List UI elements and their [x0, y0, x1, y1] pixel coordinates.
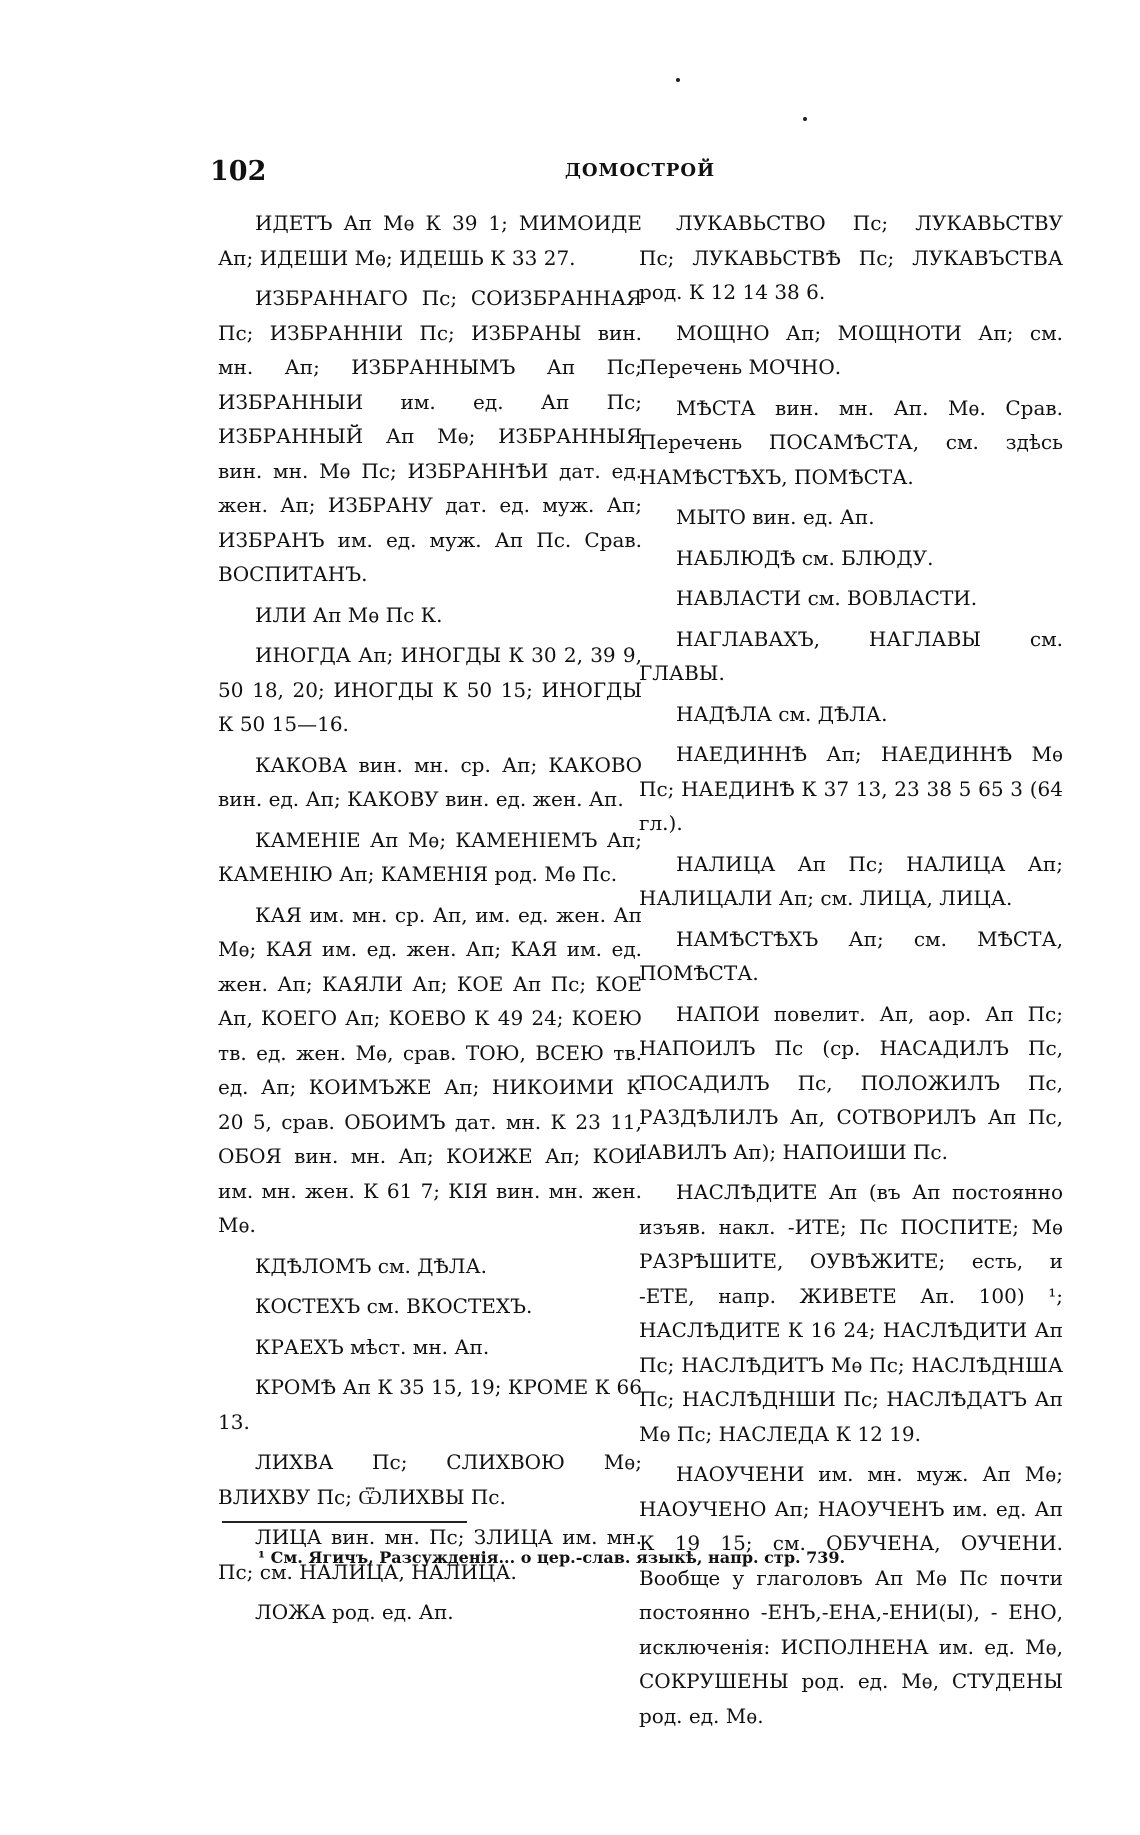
- dictionary-entry: НАДѢЛА см. ДѢЛА.: [676, 701, 888, 726]
- dictionary-entry: НАЕДИННѢ Ап; НАЕДИННѢ Мѳ Пс; НАЕДИНѢ К 37 13, 23 38 5 65 3 (64 гл.).: [639, 742, 1063, 835]
- dictionary-entry: ИЗБРАННАГО Пс; СОИЗБРАННАЯ Пс; ИЗБРАННІИ Пс; ИЗБРАНЫ вин. мн. Ап; ИЗБРАННЫМЪ Ап Пс; ИЗБРАННЫИ им. ед. Ап Пс; ИЗБРАННЫЙ Ап Мѳ; ИЗБРАННЫЯ вин. мн. Мѳ Пс; ИЗБРАННѢИ дат. ед. жен. Ап; ИЗБРАНУ дат. ед. муж. Ап; ИЗБРАНЪ им. ед. муж. Ап Пс. Срав. ВОСПИТАНЪ.: [218, 286, 642, 586]
- dictionary-entry: МОЩНО Ап; МОЩНОТИ Ап; см. Перечень МОЧНО.: [639, 320, 1063, 379]
- dictionary-entry: ЛИХВА Пс; СЛИХВОЮ Мѳ; ВЛИХВУ Пс; ѾЛИХВЫ Пс.: [218, 1450, 642, 1509]
- printing-speck: [803, 117, 807, 121]
- right-column: [639, 206, 1063, 1739]
- left-column: [218, 206, 642, 1636]
- footnote: ¹ См. Ягичъ, Разсужденія... о цер.-слав. языкѣ, напр. стр. 739.: [258, 1548, 846, 1567]
- dictionary-entry: НАГЛАВАХЪ, НАГЛАВЫ см. ГЛАВЫ.: [639, 626, 1063, 685]
- dictionary-entry: КАМЕНІЕ Ап Мѳ; КАМЕНІЕМЪ Ап; КАМЕНІЮ Ап; КАМЕНІЯ род. Мѳ Пс.: [218, 827, 642, 886]
- dictionary-entry: МѢСТА вин. мн. Ап. Мѳ. Срав. Перечень ПОСАМѢСТА, см. здѣсь НАМѢСТѢХЪ, ПОМѢСТА.: [639, 395, 1063, 489]
- dictionary-entry: ЛОЖА род. ед. Ап.: [255, 1600, 454, 1624]
- dictionary-entry: ЛУКАВЬСТВО Пс; ЛУКАВЬСТВУ Пс; ЛУКАВЬСТВѢ Пс; ЛУКАВЪСТВА род. К 12 14 38 6.: [639, 211, 1063, 304]
- dictionary-entry: НАОУЧЕНИ им. мн. муж. Ап Мѳ; НАОУЧЕНО Ап; НАОУЧЕНЪ им. ед. Ап К 19 15; см. ОБУЧЕНА, ОУЧЕНИ. Вообще у глаголовъ Ап Мѳ Пс почти постоянно -ЕНЪ,-ЕНА,-ЕНИ(Ы), - ЕНО, исключенія: ИСПОЛНЕНА им. ед. Мѳ, СОКРУШЕНЫ род. ед. Мѳ, СТУДЕНЫ род. ед. Мѳ.: [639, 1462, 1063, 1728]
- dictionary-entry: КАКОВА вин. мн. ср. Ап; КАКОВО вин. ед. Ап; КАКОВУ вин. ед. жен. Ап.: [218, 752, 642, 811]
- page-number: 102: [210, 156, 267, 187]
- dictionary-entry: КРАЕХЪ мѣст. мн. Ап.: [255, 1334, 490, 1359]
- dictionary-entry: НАВЛАСТИ см. ВОВЛАСТИ.: [676, 586, 978, 610]
- dictionary-entry: КОСТЕХЪ см. ВКОСТЕХЪ.: [255, 1294, 533, 1318]
- footnote-rule: [222, 1521, 467, 1523]
- dictionary-entry: НАБЛЮДѢ см. БЛЮДУ.: [676, 545, 934, 570]
- dictionary-entry: КАЯ им. мн. ср. Ап, им. ед. жен. Ап Мѳ; КАЯ им. ед. жен. Ап; КАЯ им. ед. жен. Ап; КАЯЛИ Ап; КОЕ Ап Пс; КОЕ Ап, КОЕГО Ап; КОЕВО К 49 24; КОЕЮ тв. ед. жен. Мѳ, срав. ТОЮ, ВСЕЮ тв. ед. Ап; КОИМЪЖЕ Ап; НИКОИМИ К 20 5, срав. ОБОИМЪ дат. мн. К 23 11, ОБОЯ вин. мн. Ап; КОИЖЕ Ап; КОИ им. мн. жен. К 61 7; КІЯ вин. мн. жен. Мѳ.: [218, 902, 642, 1237]
- running-title: ДОМОСТРОЙ: [564, 160, 716, 181]
- dictionary-entry: НАСЛѢДИТЕ Ап (въ Ап постоянно изъяв. накл. -ИТЕ; Пс ПОСПИТЕ; Мѳ РАЗРѢШИТЕ, ОУВѢЖИТЕ; есть, и -ЕТЕ, напр. ЖИВЕТЕ Ап. 100) ¹; НАСЛѢДИТЕ К 16 24; НАСЛѢДИТИ Ап Пс; НАСЛѢДИТЪ Мѳ Пс; НАСЛѢДНША Пс; НАСЛѢДНШИ Пс; НАСЛѢДАТЪ Ап Мѳ Пс; НАСЛЕДА К 12 19.: [639, 1180, 1063, 1446]
- dictionary-entry: ИНОГДА Ап; ИНОГДЫ К 30 2, 39 9, 50 18, 20; ИНОГДЫ К 50 15; ИНОГДЫ К 50 15—16.: [218, 643, 642, 736]
- printing-speck: [676, 78, 680, 82]
- dictionary-entry: НАМѢСТѢХЪ Ап; см. МѢСТА, ПОМѢСТА.: [639, 926, 1063, 985]
- dictionary-entry: НАЛИЦА Ап Пс; НАЛИЦА Ап; НАЛИЦАЛИ Ап; см. ЛИЦА, ЛИЦА.: [639, 851, 1063, 910]
- page-header: [210, 156, 1070, 196]
- dictionary-entry: ИДЕТЪ Ап Мѳ К 39 1; МИМОИДЕ Ап; ИДЕШИ Мѳ; ИДЕШЬ К 33 27.: [218, 211, 642, 270]
- dictionary-entry: НАПОИ повелит. Ап, аор. Ап Пс; НАПОИЛЪ Пс (ср. НАСАДИЛЪ Пс, ПОСАДИЛЪ Пс, ПОЛОЖИЛЪ Пс, РАЗДѢЛИЛЪ Ап, СОТВОРИЛЪ Ап Пс, ІАВИЛЪ Ап); НАПОИШИ Пс.: [639, 1001, 1063, 1164]
- dictionary-entry: КРОМѢ Ап К 35 15, 19; КРОМЕ К 66 13.: [218, 1375, 642, 1434]
- dictionary-entry: МЫТО вин. ед. Ап.: [676, 505, 875, 529]
- dictionary-entry: КДѢЛОМЪ см. ДѢЛА.: [255, 1253, 487, 1278]
- dictionary-entry: ИЛИ Ап Мѳ Пс К.: [255, 602, 443, 627]
- dictionary-entry: ЛИЦА вин. мн. Пс; ЗЛИЦА им. мн. Пс; см. НАЛИЦА, НАЛИЦА.: [218, 1525, 642, 1584]
